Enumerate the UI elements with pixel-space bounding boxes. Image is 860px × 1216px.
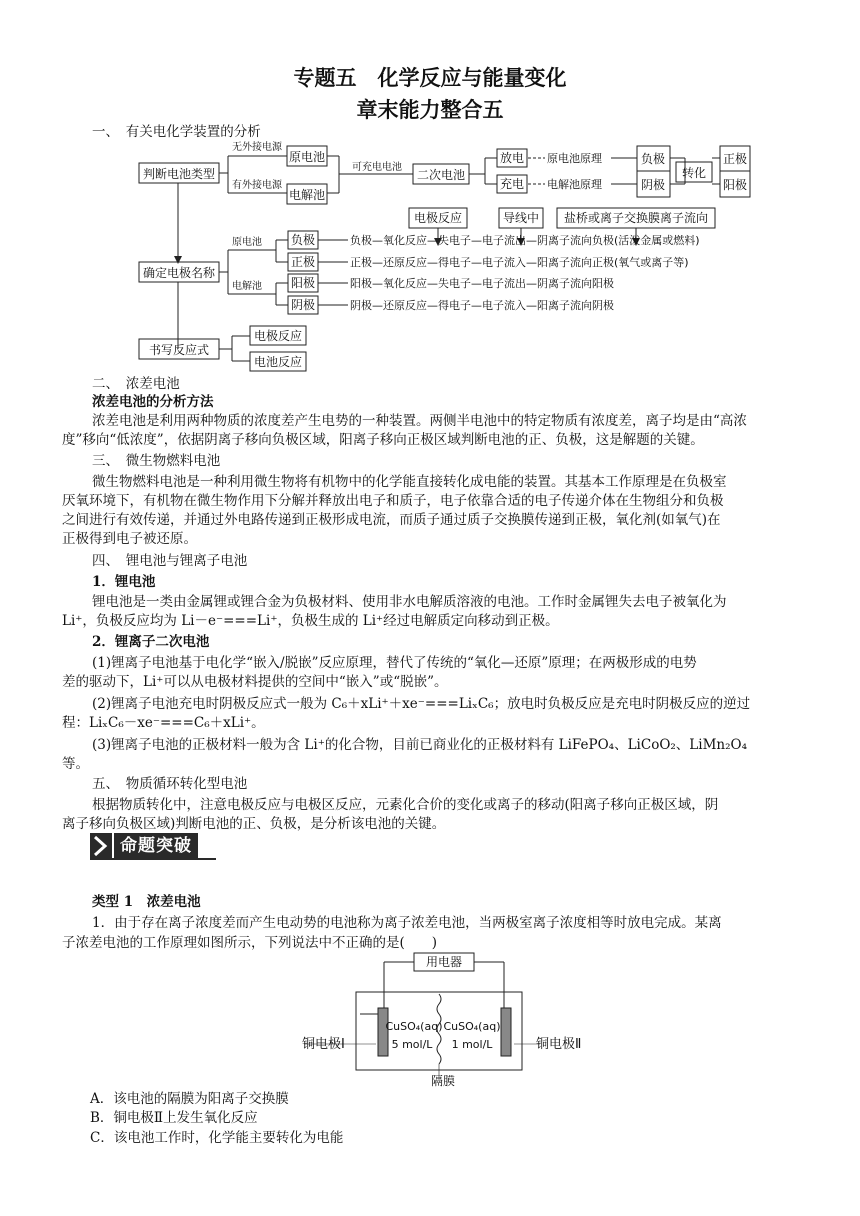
sec4-2-para-1: (1)锂离子电池基于电化学“嵌入/脱嵌”反应原理，替代了传统的“氧化—还原”原理；在两极形成的电势 — [92, 655, 697, 671]
sec4-2-para-2: 差的驱动下，Li⁺可以从电极材料提供的空间中“嵌入”或“脱嵌”。 — [62, 674, 448, 690]
label-cathode: 阴极 — [290, 298, 316, 312]
option-b: B．铜电极Ⅱ上发生氧化反应 — [90, 1110, 258, 1126]
device-label: 用电器 — [425, 955, 463, 969]
sec4-2-para-5: (3)锂离子电池的正极材料一般为含 Li⁺的化合物，目前已商业化的正极材料有 LiFePO₄、LiCoO₂、LiMn₂O₄ — [92, 737, 747, 753]
label-positive: 正极 — [290, 255, 316, 269]
right-electrode-label: 铜电极Ⅱ — [536, 1037, 582, 1052]
banner-chevron-icon — [90, 833, 112, 859]
sec2-para-1: 浓差电池是利用两种物质的浓度差产生电势的一种装置。两侧半电池中的特定物质有浓度差，离子均是由“高浓 — [92, 413, 747, 429]
label-anode: 阳极 — [290, 276, 316, 290]
label-salt-bridge: 盐桥或离子交换膜离子流向 — [563, 211, 709, 225]
sec2-para-2: 度”移向“低浓度”，依据阴离子移向负极区域，阳离子移向正极区域判断电池的正、负极，这是解题的关键。 — [62, 432, 704, 448]
label-electrode-reaction: 电极反应 — [413, 211, 463, 225]
sec4-1-para-2: Li⁺，负极反应均为 Li－e⁻===Li⁺，负极生成的 Li⁺经过电解质定向移动到正极。 — [62, 613, 559, 629]
right-solution: CuSO₄(aq) — [443, 1020, 501, 1033]
right-electrode — [501, 1008, 511, 1056]
label-discharge: 放电 — [499, 151, 525, 165]
label-electrolytic-small: 电解池 — [232, 281, 262, 292]
label-anode-top: 阳极 — [722, 178, 748, 192]
option-a: A．该电池的隔膜为阳离子交换膜 — [90, 1091, 289, 1107]
sec4-1-para-1: 锂电池是一类由金属锂或锂合金为负极材料、使用非水电解质溶液的电池。工作时金属锂失去电子被氧化为 — [92, 594, 727, 610]
label-primary: 原电池 — [288, 150, 326, 164]
sec4-2-title: 2．锂离子二次电池 — [92, 634, 210, 650]
sec4-1-title: 1．锂电池 — [92, 574, 156, 590]
type-1-title: 类型 1 浓差电池 — [92, 894, 201, 910]
row-negative: 负极—氧化反应—失电子—电子流出—阴离子流向负极(活泼金属或燃料) — [350, 234, 700, 247]
sec4-2-para-6: 等。 — [62, 756, 89, 772]
label-electrode-eq: 电极反应 — [253, 329, 303, 343]
left-solution: CuSO₄(aq) — [385, 1020, 443, 1033]
page-subtitle: 章末能力整合五 — [356, 98, 504, 122]
label-judge-type: 判断电池类型 — [142, 167, 216, 181]
section-4-title: 四、 锂电池与锂离子电池 — [92, 553, 248, 569]
row-positive: 正极—还原反应—得电子—电子流入—阳离子流向正极(氧气或离子等) — [350, 256, 689, 269]
left-electrode-label: 铜电极Ⅰ — [302, 1037, 345, 1052]
banner-label: 命题突破 — [114, 833, 198, 859]
label-electrolytic: 电解池 — [288, 188, 326, 202]
label-convert: 转化 — [681, 166, 707, 180]
sec5-para-1: 根据物质转化中，注意电极反应与电极区反应，元素化合价的变化或离子的移动(阳离子移向正极区域，阴 — [92, 797, 719, 813]
banner-underline — [90, 858, 216, 860]
option-c: C．该电池工作时，化学能主要转化为电能 — [90, 1130, 344, 1146]
label-cell-eq: 电池反应 — [253, 355, 303, 369]
row-cathode: 阴极—还原反应—得电子—电子流入—阳离子流向阴极 — [350, 299, 614, 312]
sec3-para-4: 正极得到电子被还原。 — [62, 531, 197, 547]
section-banner — [90, 833, 216, 859]
sec4-2-para-4: 程：LiₓC₆－xe⁻===C₆＋xLi⁺。 — [62, 715, 265, 731]
electrochem-diagram — [0, 0, 860, 380]
label-write-eq: 书写反应式 — [148, 343, 210, 357]
section-3-title: 三、 微生物燃料电池 — [92, 453, 221, 469]
page-title: 专题五 化学反应与能量变化 — [293, 66, 567, 90]
right-concentration: 1 mol/L — [451, 1038, 493, 1051]
sec4-2-para-3: (2)锂离子电池充电时阴极反应式一般为 C₆＋xLi⁺＋xe⁻===LiₓC₆；放电时负极反应是充电时阴极反应的逆过 — [92, 696, 751, 712]
label-with-power: 有外接电源 — [232, 180, 282, 191]
label-secondary: 二次电池 — [416, 168, 466, 182]
section-2-subtitle: 浓差电池的分析方法 — [92, 394, 214, 410]
row-anode: 阳极—氧化反应—失电子—电子流出—阴离子流向阳极 — [350, 277, 614, 290]
label-electrolytic-principle: 电解池原理 — [547, 178, 602, 191]
q1-para-1: 1．由于存在离子浓度差而产生电动势的电池称为离子浓差电池，当两极室离子浓度相等时放电完成。某离 — [92, 915, 722, 931]
label-rechargeable: 可充电电池 — [352, 162, 402, 173]
label-charge: 充电 — [499, 177, 525, 191]
left-concentration: 5 mol/L — [391, 1038, 433, 1051]
label-determine-name: 确定电极名称 — [142, 266, 216, 280]
membrane-label: 隔膜 — [431, 1074, 456, 1088]
label-negative-top: 负极 — [640, 152, 666, 166]
label-primary-principle: 原电池原理 — [547, 152, 602, 165]
section-5-title: 五、 物质循环转化型电池 — [92, 776, 248, 792]
sec3-para-2: 厌氧环境下，有机物在微生物作用下分解并释放出电子和质子，电子依靠合适的电子传递介体在生物组分和负极 — [62, 493, 724, 509]
label-positive-top: 正极 — [722, 152, 748, 166]
sec3-para-1: 微生物燃料电池是一种利用微生物将有机物中的化学能直接转化成电能的装置。其基本工作原理是在负极室 — [92, 474, 727, 490]
section-1-title: 一、 有关电化学装置的分析 — [92, 124, 261, 140]
sec5-para-2: 离子移向负极区域)判断电池的正、负极，是分析该电池的关键。 — [62, 816, 446, 832]
label-negative: 负极 — [290, 233, 316, 247]
section-2-title: 二、 浓差电池 — [92, 376, 180, 392]
label-in-wire: 导线中 — [502, 211, 540, 225]
concentration-cell-figure — [290, 950, 610, 1090]
sec3-para-3: 之间进行有效传递，并通过外电路传递到正极形成电流，而质子通过质子交换膜传递到正极，氧化剂(如氧气)在 — [62, 512, 721, 528]
label-cathode-top: 阴极 — [640, 178, 666, 192]
label-no-power: 无外接电源 — [232, 142, 282, 153]
q1-para-2: 子浓差电池的工作原理如图所示，下列说法中不正确的是( ) — [62, 935, 438, 951]
label-primary-small: 原电池 — [232, 237, 262, 248]
